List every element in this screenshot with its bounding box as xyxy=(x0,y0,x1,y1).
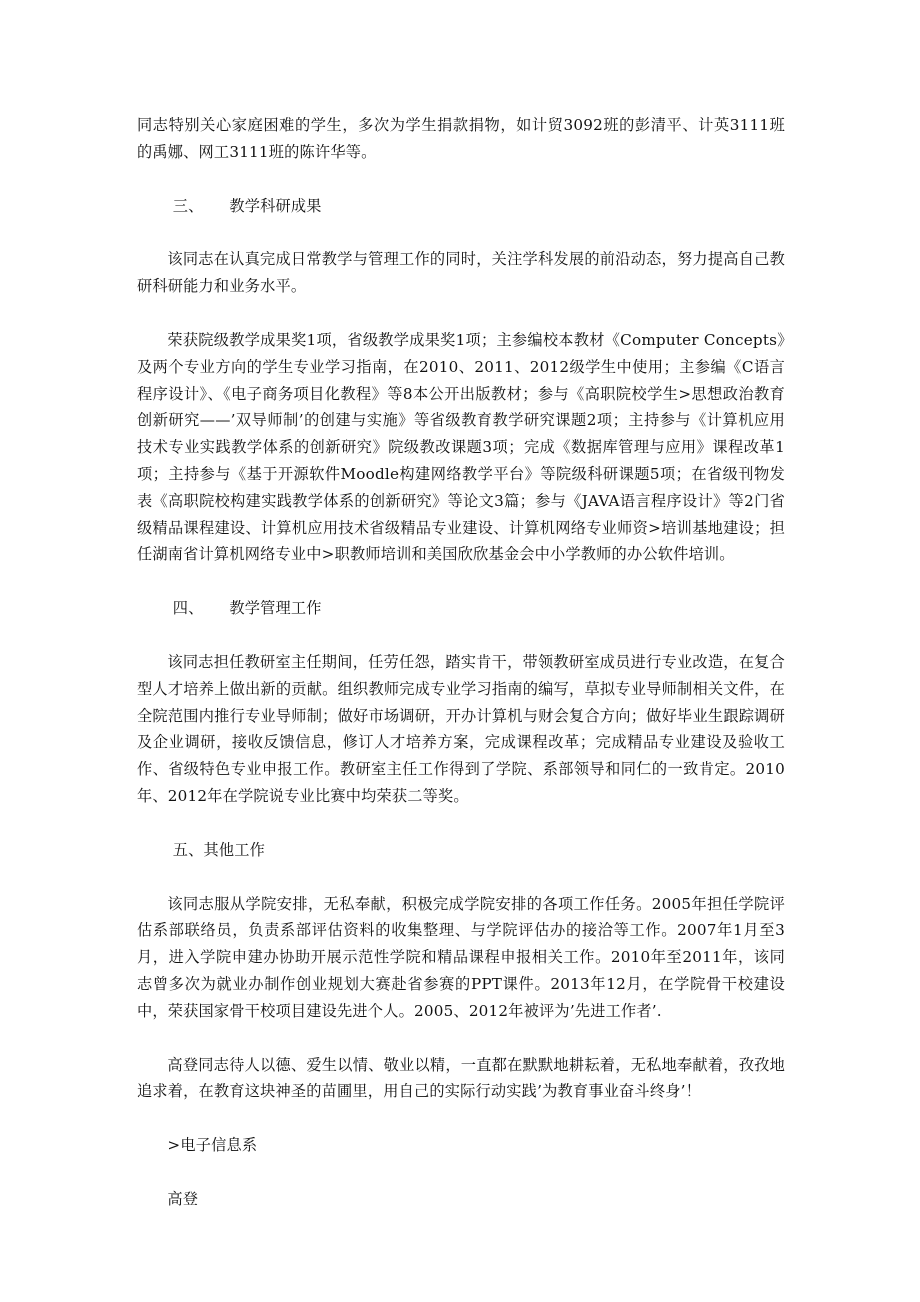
paragraph-management: 该同志担任教研室主任期间，任劳任怨，踏实肯干，带领教研室成员进行专业改造，在复合型人才培养上做出新的贡献。组织教师完成专业学习指南的编写，草拟专业导师制相关文件，在全院范围内推行专业导师制；做好市场调研，开办计算机与财会复合方向；做好毕业生跟踪调研及企业调研，接收反馈信息，修订人才培养方案，完成课程改革；完成精品专业建设及验收工作、省级特色专业申报工作。教研室主任工作得到了学院、系部领导和同仁的一致肯定。2010年、2012年在学院说专业比赛中均荣获二等奖。 xyxy=(137,652,785,805)
heading-title: 教学科研成果 xyxy=(229,196,322,215)
paragraph-summary: 高登同志待人以德、爱生以情、敬业以精，一直都在默默地耕耘着，无私地奉献着，孜孜地追求着，在教育这块神圣的苗圃里，用自己的实际行动实践’为教育事业奋斗终身’！ xyxy=(137,1055,785,1101)
paragraph-research-intro: 该同志在认真完成日常教学与管理工作的同时，关注学科发展的前沿动态，努力提高自己教研科研能力和业务水平。 xyxy=(137,250,785,296)
paragraph-other-work: 该同志服从学院安排，无私奉献，积极完成学院安排的各项工作任务。2005年担任学院评估系部联络员，负责系部评估资料的收集整理、与学院评估办的接洽等工作。2007年1月至3月，进入学院申建办协助开展示范性学院和精品课程申报相关工作。2010年至2011年，该同志曾多次为就业办制作创业规划大赛赴省参赛的PPT课件。2013年12月，在学院骨干校建设中，荣获国家骨干校项目建设先进个人。2005、2012年被评为’先进工作者’. xyxy=(137,894,785,1020)
document-body xyxy=(137,112,785,1240)
signature-name: 高登 xyxy=(167,1189,199,1208)
paragraph-student-care: 同志特别关心家庭困难的学生，多次为学生捐款捐物，如计贸3092班的彭清平、计英3111班的禹娜、网工3111班的陈许华等。 xyxy=(137,116,785,161)
heading-number: 四、 xyxy=(172,599,204,618)
paragraph-research-achievements: 荣获院级教学成果奖1项，省级教学成果奖1项；主参编校本教材《Computer Concepts》及两个专业方向的学生专业学习指南，在2010、2011、2012级学生中使用；主参编《C语言程序设计》、《电子商务项目化教程》等8本公开出版教材；参与《高职院校学生>思想政治教育创新研究——’双导师制’的创建与实施》等省级教育教学研究课题2项；主持参与《计算机应用技术专业实践教学体系的创新研究》院级教改课题3项；完成《数据库管理与应用》课程改革1项；主持参与《基于开源软件Moodle构建网络教学平台》等院级科研课题5项；在省级刊物发表《高职院校构建实践教学体系的创新研究》等论文3篇；参与《JAVA语言程序设计》等2门省级精品课程建设、计算机应用技术省级精品专业建设、计算机网络专业师资>培训基地建设；担任湖南省计算机网络专业中>职教师培训和美国欣欣基金会中小学教师的办公软件培训。 xyxy=(137,330,785,564)
heading-title: 教学管理工作 xyxy=(229,599,322,618)
signature-department: >电子信息系 xyxy=(167,1136,258,1155)
section-heading-management xyxy=(137,595,785,622)
heading-number: 三、 xyxy=(172,196,204,215)
section-heading-research xyxy=(137,193,785,220)
section-heading-other-work: 五、其他工作 xyxy=(172,840,266,859)
